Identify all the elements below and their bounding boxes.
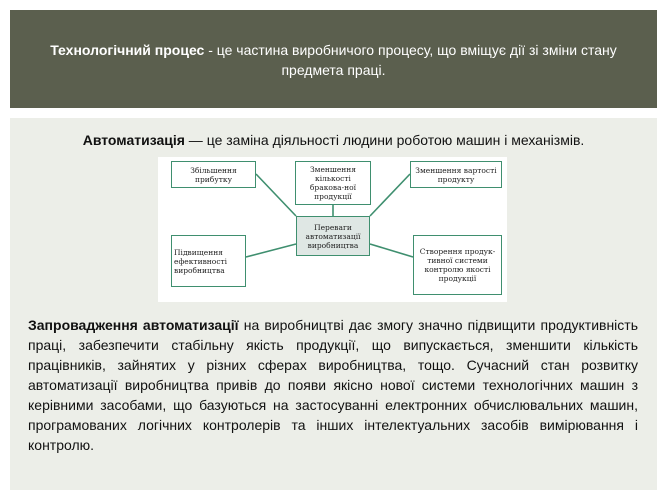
box-defect-reduction (295, 161, 371, 205)
automation-paragraph (28, 315, 638, 455)
paragraph-term: Запровадження автоматизації (28, 317, 239, 333)
box-profit-increase-label: Збільшення прибутку (190, 165, 237, 184)
connector-top-right (370, 174, 410, 216)
content-panel (10, 118, 657, 490)
connector-bottom-right (370, 244, 413, 257)
box-quality-control-label: Створення продук-тивної системи контролю якості продукції (419, 247, 496, 283)
header-definition: - це частина виробничого процесу, що вміщує дії зі зміни стану предмета праці. (204, 42, 617, 78)
box-defect-reduction-label: Зменшення кількості бракова-ної продукції (309, 165, 357, 201)
header-banner (10, 10, 657, 108)
paragraph-text: на виробництві дає змогу значно підвищити продуктивність праці, забезпечити стабільну якість продукції, що випускається, зменшити кількість працівників, зайнятих у різних сферах виробництва, тощо. Сучасний стан розвитку автоматизації виробництва привів до появи якісно нової системи технологічних машин з керівними засобами, що базуються на застосуванні електронних обчислювальних машин, програмованих логічних контролерів та інших інтелектуальних засобів вимірювання і контролю. (28, 317, 638, 453)
box-profit-increase (171, 161, 256, 188)
header-term: Технологічний процес (50, 42, 205, 58)
automation-term: Автоматизація (82, 132, 185, 148)
automation-text: — це заміна діяльності людини роботою машин і механізмів. (184, 132, 585, 148)
benefits-diagram (158, 157, 507, 302)
box-efficiency-increase-label: Підвищення ефективності виробництва (174, 247, 228, 275)
box-cost-reduction-label: Зменшення вартості продукту (415, 165, 497, 184)
box-center-benefits (296, 216, 370, 256)
box-efficiency-increase (171, 235, 246, 287)
connector-bottom-left (246, 244, 296, 257)
automation-definition (10, 132, 657, 148)
box-cost-reduction (410, 161, 502, 188)
connector-top-left (256, 174, 296, 216)
box-center-benefits-label: Переваги автоматизації виробництва (305, 222, 361, 250)
box-quality-control (413, 235, 502, 295)
